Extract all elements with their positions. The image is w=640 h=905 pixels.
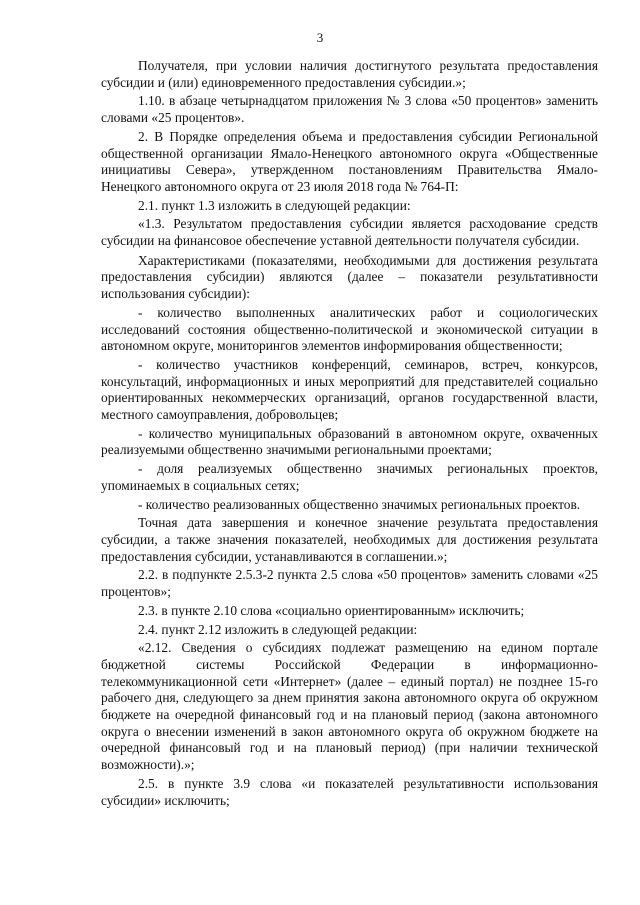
paragraph-2-4: 2.4. пункт 2.12 изложить в следующей редакции: [138, 621, 418, 637]
list-item-participants: - количество участников конференций, семинаров, встреч, конкурсов, консультаций, информационных и иных мероприятий для представителей социально ориентированных некоммерческих организаций, органов государственной власти, местного самоуправления, добровольцев; [101, 356, 598, 423]
list-item-municipalities: - количество муниципальных образований в автономном округе, охваченных реализуемыми общественно значимыми региональными проектами; [101, 425, 598, 458]
paragraph-1-10: 1.10. в абзаце четырнадцатом приложения № 3 слова «50 процентов» заменить словами «25 процентов». [101, 93, 598, 126]
list-item-projects: - количество реализованных общественно значимых региональных проектов. [138, 496, 581, 512]
page-number: 3 [316, 30, 324, 45]
paragraph-2-5: 2.5. в пункте 3.9 слова «и показателей результативности использования субсидии» исключить; [101, 775, 598, 808]
paragraph-2-1: 2.1. пункт 1.3 изложить в следующей редакции: [138, 197, 411, 213]
paragraph-2: 2. В Порядке определения объема и предоставления субсидии Региональной общественной организации Ямало-Ненецкого автономного округа «Общественные инициативы Севера», утвержденном постановлениям Правительства Ямало-Ненецкого автономного округа от 23 июля 2018 года № 764-П: [101, 128, 598, 194]
list-item-social-share: - доля реализуемых общественно значимых региональных проектов, упоминаемых в социальных сетях; [101, 461, 598, 493]
paragraph-2-2: 2.2. в подпункте 2.5.3-2 пункта 2.5 слова «50 процентов» заменить словами «25 процентов»; [101, 567, 598, 600]
paragraph-2-3: 2.3. в пункте 2.10 слова «социально ориентированным» исключить; [138, 602, 525, 618]
paragraph-1-3-quote: «1.3. Результатом предоставления субсидии является расходование средств субсидии на финансовое обеспечение уставной деятельности получателя субсидии. [101, 216, 598, 249]
list-item-analytics: - количество выполненных аналитических работ и социологических исследований состояния общественно-политической и экономической ситуации в автономном округе, мониторингов элементов информирования общественности; [101, 304, 598, 354]
paragraph-completion-date: Точная дата завершения и конечное значение результата предоставления субсидии, а также значения показателей, необходимых для достижения результата предоставления субсидии, устанавливаются в соглашении.»; [101, 515, 598, 564]
paragraph-characteristics: Характеристиками (показателями, необходимыми для достижения результата предоставления субсидии) являются (далее – показатели результативности использования субсидии): [101, 252, 598, 302]
paragraph-2-12-quote: «2.12. Сведения о субсидиях подлежат размещению на едином портале бюджетной системы Российской Федерации в информационно-телекоммуникационной сети «Интернет» (далее – единый портал) не позднее 15-го рабочего дня, следующего за днем принятия закона автономного округа об окружном бюджете на очередной финансовый год и на плановый период (закона автономного округа о внесении изменений в закон автономного округа об окружном бюджете на очередной финансовый год и на плановый период) (при наличии технической возможности).»; [101, 640, 598, 773]
paragraph-continuation: Получателя, при условии наличия достигнутого результата предоставления субсидии и (или) единовременного предоставления субсидии.»; [101, 58, 598, 90]
